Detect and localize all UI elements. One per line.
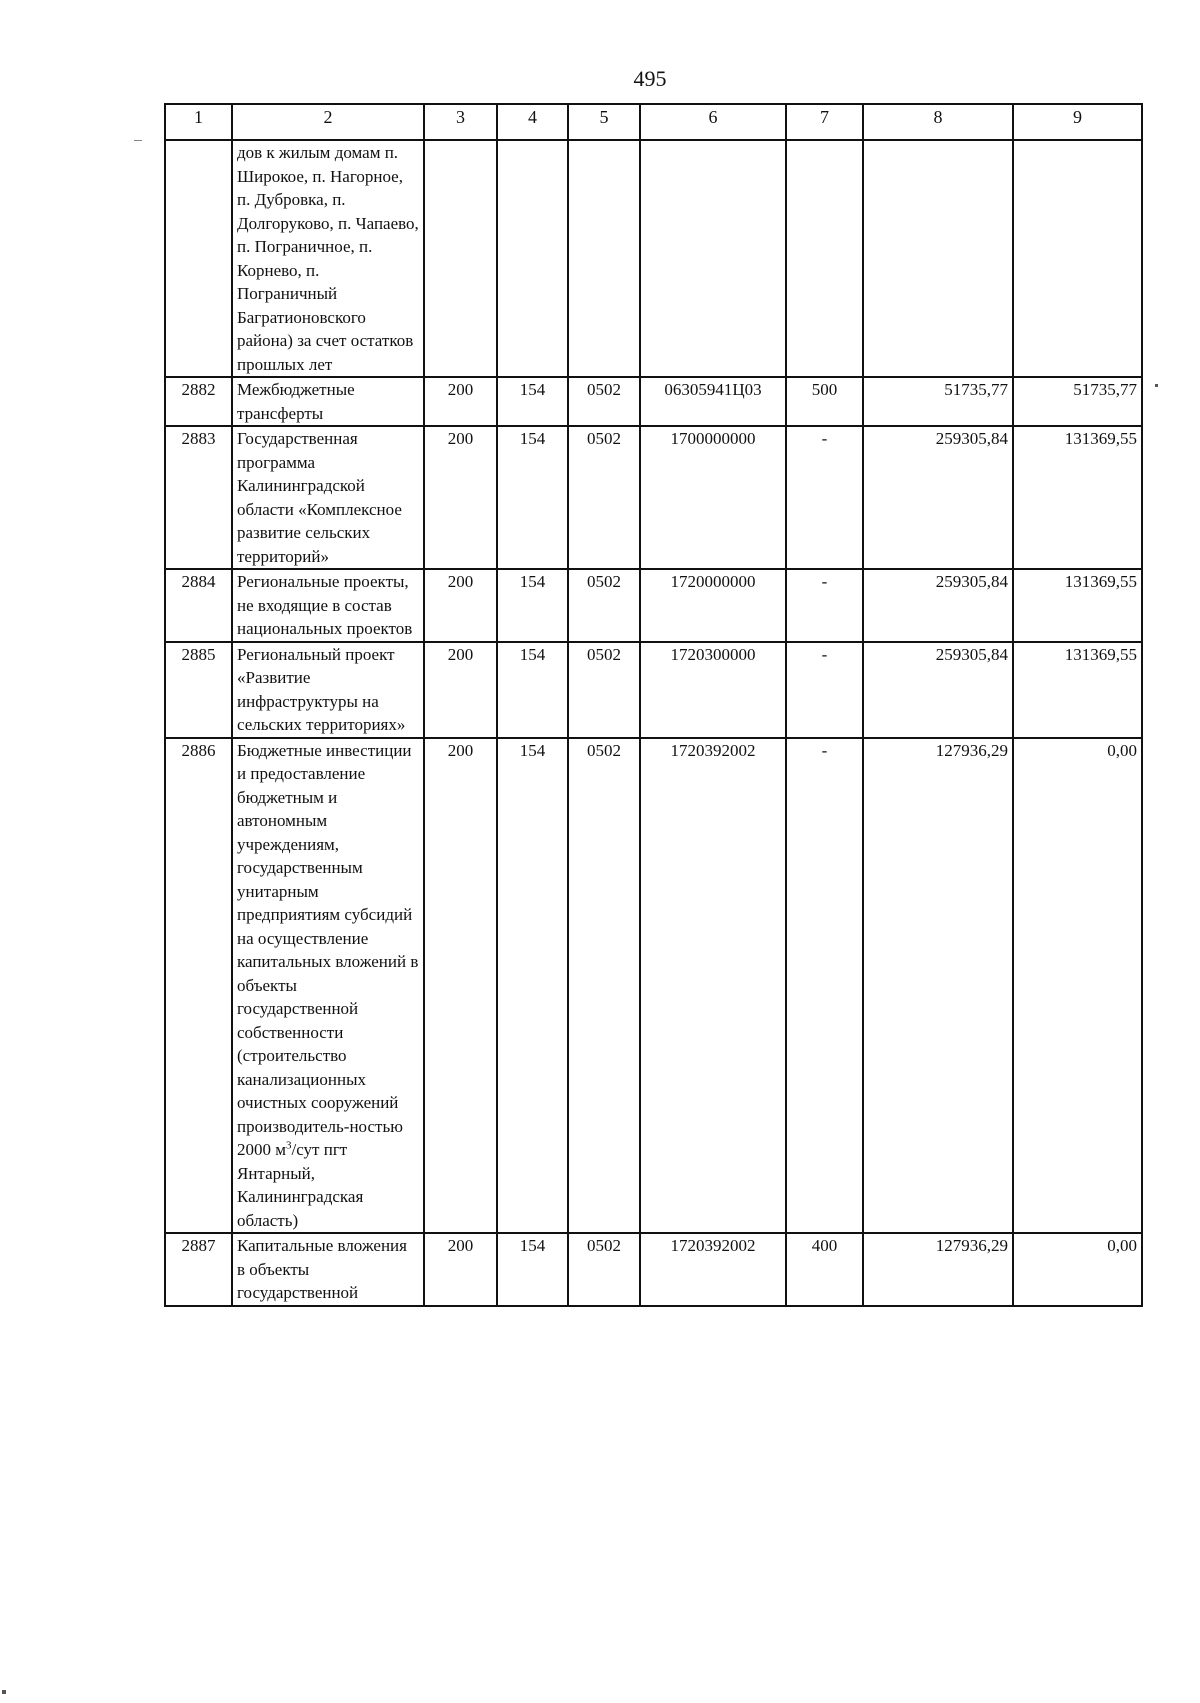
cell-col4 — [497, 140, 568, 377]
cell-col6 — [640, 140, 786, 377]
cell-col3: 200 — [424, 377, 497, 426]
row-name: Региональный проект «Развитие инфраструктуры на сельских территориях» — [232, 642, 424, 738]
cell-col9: 51735,77 — [1013, 377, 1142, 426]
row-name: Региональные проекты, не входящие в состав национальных проектов — [232, 569, 424, 642]
cell-col6: 1700000000 — [640, 426, 786, 569]
table-row — [165, 738, 1142, 1234]
cell-col6: 1720300000 — [640, 642, 786, 738]
cell-col7: - — [786, 426, 863, 569]
cell-col5: 0502 — [568, 569, 640, 642]
table-row — [165, 377, 1142, 426]
cell-col4: 154 — [497, 426, 568, 569]
column-header: 3 — [424, 104, 497, 140]
cell-col4: 154 — [497, 738, 568, 1234]
cubic-superscript: 3 — [286, 1139, 292, 1152]
cell-col8: 127936,29 — [863, 1233, 1013, 1306]
table-row — [165, 569, 1142, 642]
cell-col4: 154 — [497, 377, 568, 426]
cell-col3 — [424, 140, 497, 377]
column-header: 7 — [786, 104, 863, 140]
row-name-text-end: /сут пгт Янтарный, Калининградская область) — [237, 1140, 364, 1230]
cell-col3: 200 — [424, 738, 497, 1234]
cell-col7: - — [786, 738, 863, 1234]
cell-col5: 0502 — [568, 426, 640, 569]
cell-col9: 131369,55 — [1013, 426, 1142, 569]
scan-speck — [134, 140, 142, 141]
row-number: 2884 — [165, 569, 232, 642]
row-name: Межбюджетные трансферты — [232, 377, 424, 426]
cell-col7: - — [786, 569, 863, 642]
row-number: 2882 — [165, 377, 232, 426]
row-name — [232, 738, 424, 1234]
cell-col9: 131369,55 — [1013, 569, 1142, 642]
cell-col7 — [786, 140, 863, 377]
column-header: 6 — [640, 104, 786, 140]
row-name-text: Бюджетные инвестиции и предоставление бюджетным и автономным учреждениям, государственным унитарным предприятиям субсидий на осуществление капитальных вложений в объекты государственной собственности (строительство канализационных очистных сооружений производитель-ностью 2000 м — [237, 740, 419, 1159]
cell-col5: 0502 — [568, 377, 640, 426]
cell-col8 — [863, 140, 1013, 377]
cell-col9: 0,00 — [1013, 738, 1142, 1234]
row-name: дов к жилым домам п. Широкое, п. Нагорное, п. Дубровка, п. Долгоруково, п. Чапаево, п. Пограничное, п. Корнево, п. Пограничный Багратионовского района) за счет остатков прошлых лет — [232, 140, 424, 377]
row-number: 2886 — [165, 738, 232, 1234]
cell-col6: 1720000000 — [640, 569, 786, 642]
row-number: 2887 — [165, 1233, 232, 1306]
column-header: 1 — [165, 104, 232, 140]
cell-col6: 1720392002 — [640, 738, 786, 1234]
cell-col5: 0502 — [568, 738, 640, 1234]
scan-speck — [1155, 384, 1158, 387]
column-header: 4 — [497, 104, 568, 140]
cell-col3: 200 — [424, 1233, 497, 1306]
row-number — [165, 140, 232, 377]
row-name: Государственная программа Калининградской области «Комплексное развитие сельских территорий» — [232, 426, 424, 569]
cell-col7: 400 — [786, 1233, 863, 1306]
page-number: 495 — [633, 66, 667, 91]
cell-col9 — [1013, 140, 1142, 377]
cell-col7: 500 — [786, 377, 863, 426]
table-row — [165, 426, 1142, 569]
cell-col9: 0,00 — [1013, 1233, 1142, 1306]
cell-col3: 200 — [424, 569, 497, 642]
cell-col9: 131369,55 — [1013, 642, 1142, 738]
cell-col8: 51735,77 — [863, 377, 1013, 426]
scan-speck — [2, 1690, 6, 1694]
cell-col8: 127936,29 — [863, 738, 1013, 1234]
column-header: 8 — [863, 104, 1013, 140]
cell-col4: 154 — [497, 642, 568, 738]
cell-col8: 259305,84 — [863, 426, 1013, 569]
column-header: 2 — [232, 104, 424, 140]
cell-col6: 06305941Ц03 — [640, 377, 786, 426]
cell-col5: 0502 — [568, 642, 640, 738]
cell-col8: 259305,84 — [863, 569, 1013, 642]
cell-col5: 0502 — [568, 1233, 640, 1306]
cell-col6: 1720392002 — [640, 1233, 786, 1306]
row-number: 2885 — [165, 642, 232, 738]
column-header: 5 — [568, 104, 640, 140]
column-header: 9 — [1013, 104, 1142, 140]
cell-col7: - — [786, 642, 863, 738]
cell-col3: 200 — [424, 642, 497, 738]
budget-table — [164, 103, 1143, 1307]
cell-col3: 200 — [424, 426, 497, 569]
row-number: 2883 — [165, 426, 232, 569]
cell-col5 — [568, 140, 640, 377]
cell-col4: 154 — [497, 1233, 568, 1306]
table-row — [165, 1233, 1142, 1306]
table-row — [165, 642, 1142, 738]
column-number-header-row — [165, 104, 1142, 140]
cell-col4: 154 — [497, 569, 568, 642]
row-name: Капитальные вложения в объекты государственной — [232, 1233, 424, 1306]
table-row — [165, 140, 1142, 377]
cell-col8: 259305,84 — [863, 642, 1013, 738]
